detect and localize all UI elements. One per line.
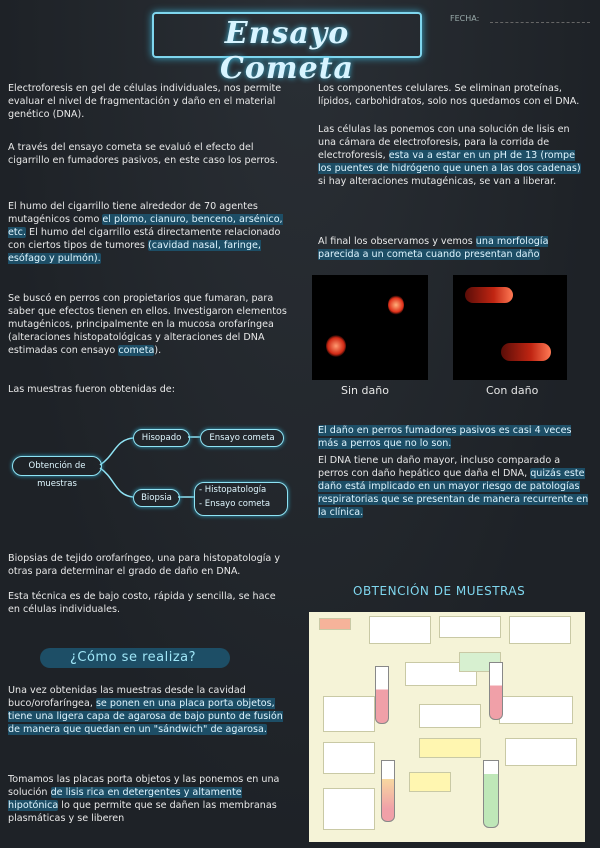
section-title-samples: OBTENCIÓN DE MUESTRAS bbox=[353, 584, 526, 598]
mindmap-root: Obtención de muestras bbox=[12, 456, 102, 476]
result-paragraph bbox=[318, 424, 590, 450]
diagram-step-8 bbox=[499, 696, 573, 724]
morphology-highlight: una morfología parecida a un cometa cuando presentan daño bbox=[318, 236, 549, 260]
dna-paragraph bbox=[318, 454, 590, 519]
biopsy-paragraph: Biopsias de tejido orofaríngeo, una para histopatología y otras para determinar el grado de daño en DNA. bbox=[8, 553, 281, 577]
smoke-text: El humo del cigarrillo tiene alrededor de 70 agentes mutagénicos como bbox=[8, 201, 258, 225]
diagram-step-1 bbox=[369, 616, 431, 644]
procedure-text: Una vez obtenidas las muestras desde la cavidad buco/orofaríngea, bbox=[8, 685, 246, 709]
diagram-step-10 bbox=[419, 738, 481, 758]
test-tube-1 bbox=[375, 666, 389, 724]
electrophoresis-paragraph bbox=[318, 123, 590, 188]
comet-1 bbox=[465, 287, 513, 303]
mindmap-histopatologia: - Histopatología bbox=[199, 485, 267, 495]
page-title: Ensayo Cometa bbox=[219, 16, 354, 86]
mindmap-hisopado-child: Ensayo cometa bbox=[200, 429, 284, 447]
no-damage-image bbox=[312, 275, 428, 380]
cometa-highlight: cometa bbox=[118, 345, 155, 356]
diagram-step-7 bbox=[419, 704, 481, 728]
diagram-step-3 bbox=[509, 616, 571, 644]
cell-nucleus-2 bbox=[326, 335, 346, 357]
section-title-how: ¿Cómo se realiza? bbox=[70, 650, 197, 665]
tumor-highlight: (cavidad nasal, faringe, esófago y pulmón). bbox=[8, 240, 261, 264]
components-paragraph: Los componentes celulares. Se eliminan proteínas, lípidos, carbohidratos, solo nos quedamos con el DNA. bbox=[318, 83, 580, 107]
lysis-paragraph bbox=[8, 773, 290, 825]
smoke-text-2: El humo del cigarrillo está directamente relacionado con ciertos tipos de tumores bbox=[8, 227, 281, 251]
cell-nucleus-1 bbox=[388, 295, 404, 315]
mindmap-ensayo-cometa: - Ensayo cometa bbox=[199, 499, 271, 509]
diagram-step-13 bbox=[409, 772, 451, 792]
smoke-highlight: el plomo, cianuro, benceno, arsénico, etc. bbox=[8, 214, 283, 238]
procedure-diagram bbox=[309, 612, 585, 842]
diagram-label-box bbox=[319, 618, 351, 630]
diagram-step-2 bbox=[439, 616, 501, 638]
dogs-text-end: ). bbox=[154, 345, 162, 356]
result-highlight: El daño en perros fumadores pasivos es casi 4 veces más a perros que no lo son. bbox=[318, 425, 572, 449]
caption-no-damage: Sin daño bbox=[341, 384, 389, 397]
mindmap-biopsia: Biopsia bbox=[133, 489, 180, 507]
observation-paragraph bbox=[318, 235, 590, 261]
diagram-step-11 bbox=[505, 738, 577, 766]
procedure-paragraph bbox=[8, 684, 290, 736]
dna-text: El DNA tiene un daño mayor, incluso comparado a perros con daño hepático que daña el DNA, bbox=[318, 455, 561, 479]
lysis-text-end: lo que permite que se dañen las membranas plasmáticas y se liberen bbox=[8, 800, 277, 824]
risk-highlight: quizás este daño está implicado en un mayor riesgo de patologías respiratorias que se presentan de manera recurrente en la clínica. bbox=[318, 468, 589, 518]
diagram-step-12 bbox=[323, 788, 375, 830]
comet-2 bbox=[501, 343, 551, 361]
study-paragraph: A través del ensayo cometa se evaluó el efecto del cigarrillo en fumadores pasivos, en este caso los perros. bbox=[8, 142, 278, 166]
lysis-text: Tomamos las placas porta objetos y las ponemos en una solución bbox=[8, 774, 280, 798]
damage-image bbox=[453, 275, 567, 380]
lysis-highlight: de lisis rica en detergentes y altamente hipotónica bbox=[8, 787, 242, 811]
mindmap-biopsia-children bbox=[194, 482, 288, 516]
mindmap-hisopado: Hisopado bbox=[133, 429, 190, 447]
date-label: FECHA: bbox=[450, 14, 480, 23]
samples-intro: Las muestras fueron obtenidas de: bbox=[8, 384, 175, 395]
dogs-text: Se buscó en perros con propietarios que fumaran, para saber que efectos tienen en ellos. Investigaron elementos mutagénicos, principalmente en la mucosa orofaríngea (alteraciones histopatológicas y alteraciones del DNA estimadas con ensayo bbox=[8, 293, 287, 356]
observation-text: Al final los observamos y vemos bbox=[318, 236, 476, 247]
technique-paragraph: Esta técnica es de bajo costo, rápida y sencilla, se hace en células individuales. bbox=[8, 591, 276, 615]
electro-text: Las células las ponemos con una solución de lisis en una cámara de electroforesis, para la corrida de electroforesis, bbox=[318, 124, 570, 161]
test-tube-3 bbox=[381, 760, 395, 822]
procedure-highlight: se ponen en una placa porta objetos, tiene una ligera capa de agarosa de bajo punto de fusión de manera que quedan en un "sándwich" de agarosa. bbox=[8, 698, 283, 735]
intro-paragraph: Electroforesis en gel de células individuales, nos permite evaluar el nivel de fragmentación y daño en el material genético (DNA). bbox=[8, 83, 282, 120]
caption-damage: Con daño bbox=[486, 384, 539, 397]
diagram-step-9 bbox=[323, 742, 375, 774]
electro-text-end: si hay alteraciones mutagénicas, se van a liberar. bbox=[318, 176, 557, 187]
ph-highlight: esta va a estar en un pH de 13 (rompe los puentes de hidrógeno que unen a las dos cadenas) bbox=[318, 150, 581, 174]
test-tube-2 bbox=[489, 662, 503, 720]
test-tube-4 bbox=[483, 760, 499, 828]
diagram-step-6 bbox=[323, 696, 375, 732]
